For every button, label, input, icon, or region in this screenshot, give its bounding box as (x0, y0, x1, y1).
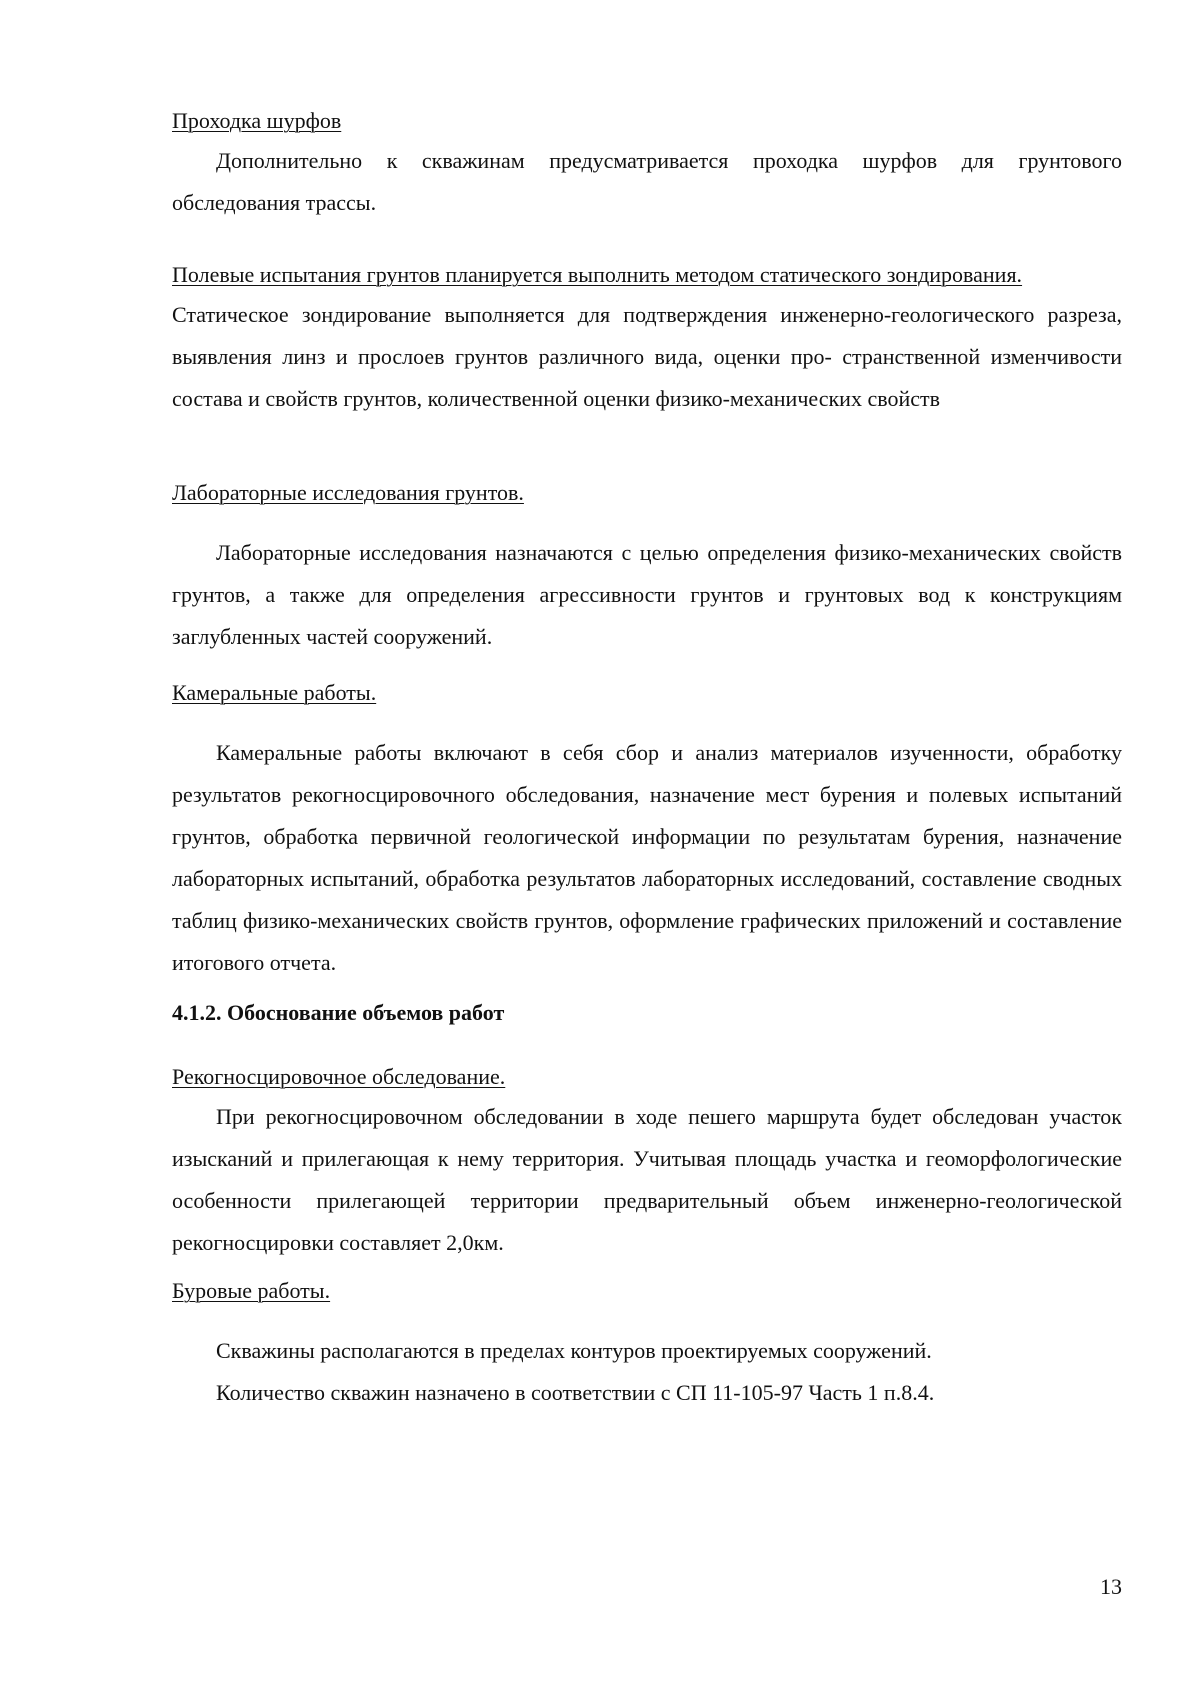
section-heading-field-tests: Полевые испытания грунтов планируется выполнить методом статического зондирования. (172, 262, 1023, 287)
section-heading-recon: Рекогносцировочное обследование. (172, 1064, 506, 1089)
drilling-line-1: Скважины располагаются в пределах контуров проектируемых сооружений. (216, 1338, 932, 1363)
paragraph-drilling (172, 1330, 1122, 1414)
paragraph-recon: При рекогносцировочном обследовании в ходе пешего маршрута будет обследован участок изысканий и прилегающая к нему территория. Учитывая площадь участка и геоморфологические особенности прилегающей территории предварительный объем инженерно-геологической рекогносцировки составляет 2,0км. (172, 1104, 1122, 1255)
section-heading-drilling: Буровые работы. (172, 1278, 331, 1303)
paragraph-shurf: Дополнительно к скважинам предусматривается проходка шурфов для грунтового обследования трассы. (172, 148, 1122, 215)
drilling-line-2: Количество скважин назначено в соответствии с СП 11-105-97 Часть 1 п.8.4. (216, 1380, 935, 1405)
section-heading-shurf: Проходка шурфов (172, 108, 342, 133)
paragraph-field-tests: Статическое зондирование выполняется для подтверждения инженерно-геологического разреза, выявления линз и прослоев грунтов различного вида, оценки про- странственной изменчивости состава и свойств грунтов, количественной оценки физико-механических свойств (172, 302, 1122, 411)
paragraph-lab: Лабораторные исследования назначаются с целью определения физико-механических свойств грунтов, а также для определения агрессивности грунтов и грунтовых вод к конструкциям заглубленных частей сооружений. (172, 540, 1122, 649)
section-heading-lab: Лабораторные исследования грунтов. (172, 480, 524, 505)
paragraph-cameral: Камеральные работы включают в себя сбор и анализ материалов изученности, обработку результатов рекогносцировочного обследования, назначение мест бурения и полевых испытаний грунтов, обработка первичной геологической информации по результатам бурения, назначение лабораторных испытаний, обработка результатов лабораторных исследований, составление сводных таблиц физико-механических свойств грунтов, оформление графических приложений и составление итогового отчета. (172, 740, 1122, 975)
page-number: 13 (1100, 1574, 1122, 1599)
chapter-heading: 4.1.2. Обоснование объемов работ (172, 1000, 505, 1025)
section-heading-cameral: Камеральные работы. (172, 680, 377, 705)
